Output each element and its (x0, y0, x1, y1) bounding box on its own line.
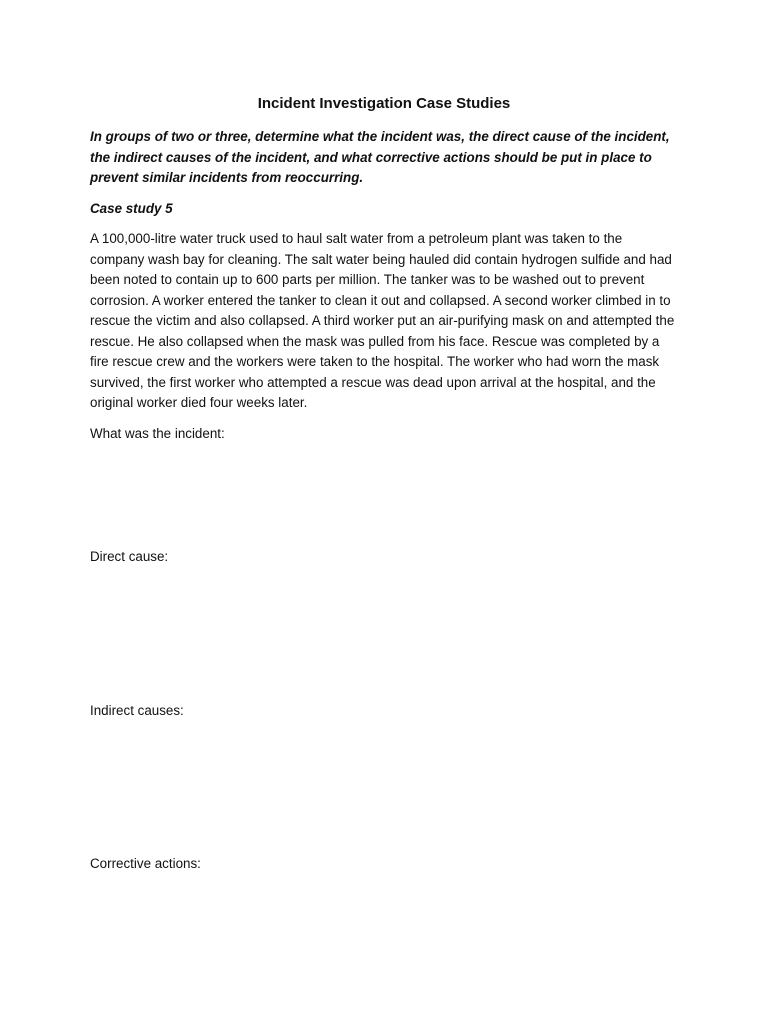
indirect-causes-prompt: Indirect causes: (90, 703, 184, 718)
incident-prompt: What was the incident: (90, 426, 225, 441)
document-title: Incident Investigation Case Studies (257, 95, 511, 112)
case-study-text: A 100,000-litre water truck used to haul salt water from a petroleum plant was taken to the company wash bay for cleaning. The salt water being hauled did contain hydrogen sulfide and had been noted to contain up to 600 parts per million. The tanker was to be washed out to prevent corrosion. A worker entered the tanker to clean it out and collapsed. A second worker climbed in to rescue the victim and also collapsed. A third worker put an air-purifying mask on and attempted the rescue. He also collapsed when the mask was pulled from his face. Rescue was completed by a fire rescue crew and the workers were taken to the hospital. The worker who had worn the mask survived, the first worker who attempted a rescue was dead upon arrival at the hospital, and the original worker died four weeks later. (90, 231, 675, 410)
direct-cause-prompt: Direct cause: (90, 549, 169, 564)
case-study-label: Case study 5 (90, 201, 173, 216)
corrective-actions-prompt: Corrective actions: (90, 856, 201, 871)
instructions-text: In groups of two or three, determine what the incident was, the direct cause of the incident, the indirect causes of the incident, and what corrective actions should be put in place to prevent similar incidents from reoccurring. (90, 129, 670, 185)
